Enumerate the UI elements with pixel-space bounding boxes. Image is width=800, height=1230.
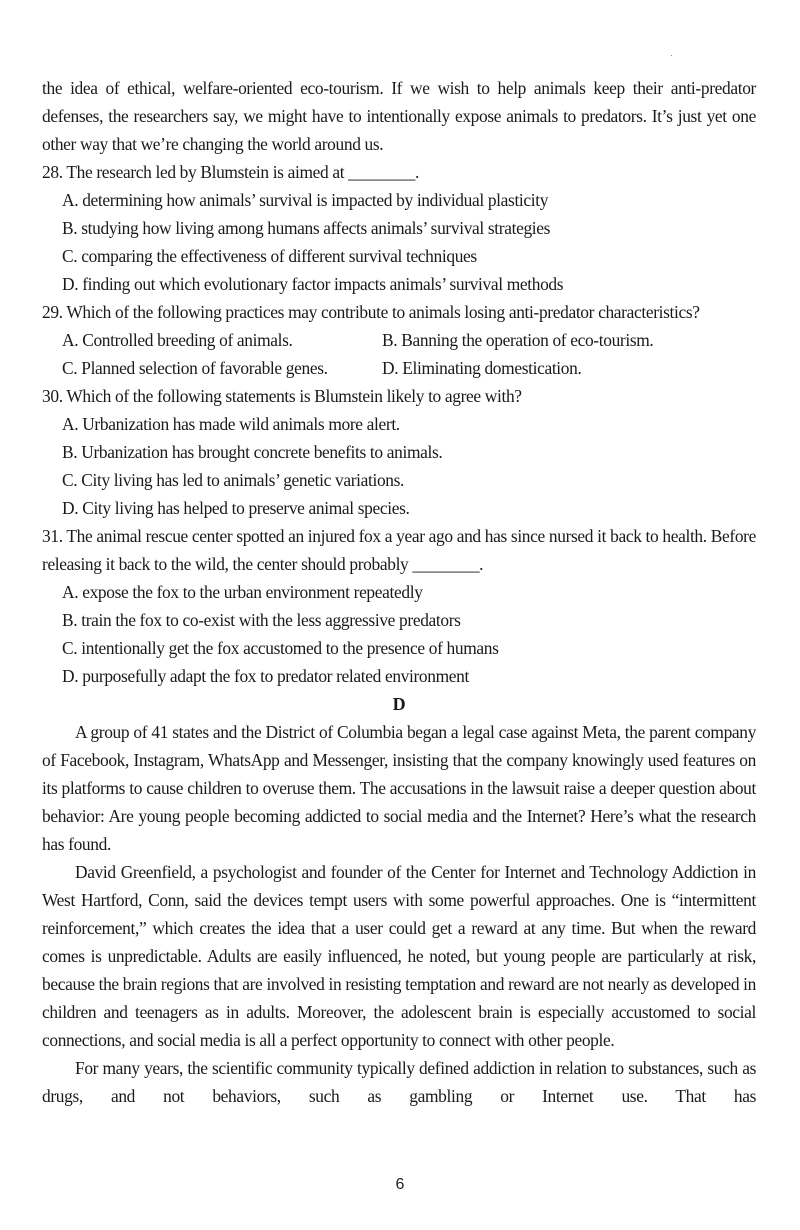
question-31-option-d[interactable]: D. purposefully adapt the fox to predator related environment (62, 666, 469, 686)
question-30-option-d[interactable]: D. City living has helped to preserve animal species. (62, 498, 410, 518)
question-29-stem: 29. Which of the following practices may contribute to animals losing anti-predator characteristics? (42, 302, 700, 322)
question-28-stem: 28. The research led by Blumstein is aimed at ________. (42, 162, 419, 182)
question-28-option-d[interactable]: D. finding out which evolutionary factor impacts animals’ survival methods (62, 274, 564, 294)
section-d-paragraph-3: For many years, the scientific community typically defined addiction in relation to substances, such as drugs, and not behaviors, such as gambling or Internet use. That has (42, 1058, 756, 1106)
passage-c-ending: the idea of ethical, welfare-oriented eco-tourism. If we wish to help animals keep their anti-predator defenses, the researchers say, we might have to intentionally expose animals to predators. It’s just yet one other way that we’re changing the world around us. (42, 78, 756, 154)
question-29-option-c[interactable]: C. Planned selection of favorable genes. (62, 358, 328, 378)
question-29-option-a[interactable]: A. Controlled breeding of animals. (62, 330, 293, 350)
question-28-option-b[interactable]: B. studying how living among humans affects animals’ survival strategies (62, 218, 551, 238)
question-31-option-c[interactable]: C. intentionally get the fox accustomed to the presence of humans (62, 638, 499, 658)
section-d (42, 690, 756, 1110)
section-d-paragraph-2: David Greenfield, a psychologist and founder of the Center for Internet and Technology Addiction in West Hartford, Conn, said the devices tempt users with some powerful approaches. One is “intermittent reinforcement,” which creates the idea that a user could get a reward at any time. But when the reward comes is unpredictable. Adults are easily influenced, he noted, but young people are particularly at risk, because the brain regions that are involved in resisting temptation and reward are not nearly as developed in children and teenagers as in adults. Moreover, the adolescent brain is especially accustomed to social connections, and social media is all a perfect opportunity to connect with other people. (42, 862, 756, 1050)
question-30-option-b[interactable]: B. Urbanization has brought concrete benefits to animals. (62, 442, 443, 462)
question-28-option-c[interactable]: C. comparing the effectiveness of different survival techniques (62, 246, 477, 266)
question-31-stem: 31. The animal rescue center spotted an injured fox a year ago and has since nursed it back to health. Before releasing it back to the wild, the center should probably ________. (42, 526, 756, 574)
question-29-option-b[interactable]: B. Banning the operation of eco-tourism. (382, 330, 654, 350)
question-28-option-a[interactable]: A. determining how animals’ survival is impacted by individual plasticity (62, 190, 549, 210)
question-29-options-row-1 (42, 326, 756, 354)
section-d-paragraph-1: A group of 41 states and the District of Columbia began a legal case against Meta, the parent company of Facebook, Instagram, WhatsApp and Messenger, insisting that the company knowingly used features on its platforms to cause children to overuse them. The accusations in the lawsuit raise a deeper question about behavior: Are young people becoming addicted to social media and the Internet? Here’s what the research has found. (42, 722, 756, 854)
question-31-option-b[interactable]: B. train the fox to co-exist with the less aggressive predators (62, 610, 461, 630)
exam-page (42, 74, 756, 1110)
question-28 (42, 158, 756, 298)
scan-speck (671, 55, 672, 56)
question-29-option-d[interactable]: D. Eliminating domestication. (382, 358, 582, 378)
question-30-option-a[interactable]: A. Urbanization has made wild animals more alert. (62, 414, 400, 434)
question-30 (42, 382, 756, 522)
question-29 (42, 298, 756, 382)
question-30-stem: 30. Which of the following statements is Blumstein likely to agree with? (42, 386, 522, 406)
page-number: 6 (395, 1176, 405, 1193)
section-d-heading: D (392, 694, 406, 714)
question-29-options-row-2 (42, 354, 756, 382)
question-31-option-a[interactable]: A. expose the fox to the urban environment repeatedly (62, 582, 423, 602)
question-30-option-c[interactable]: C. City living has led to animals’ genetic variations. (62, 470, 405, 490)
question-31 (42, 522, 756, 690)
